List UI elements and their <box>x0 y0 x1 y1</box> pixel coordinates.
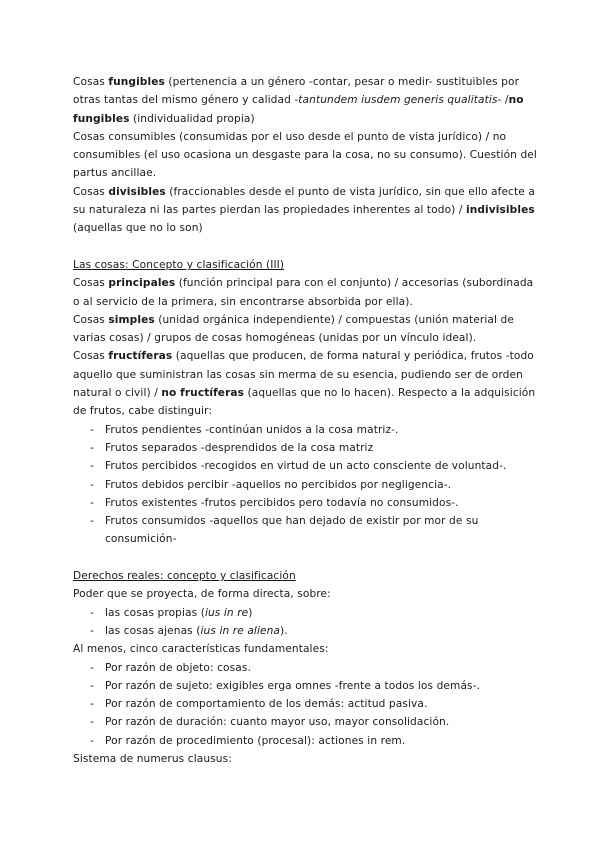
cosas-list <box>73 604 540 641</box>
list-item: - Por razón de objeto: cosas. <box>105 659 540 677</box>
list-item: - Frutos debidos percibir -aquellos no percibidos por negligencia-. <box>105 476 540 494</box>
frutos-list <box>73 421 540 549</box>
spacer <box>73 238 540 256</box>
term-no-fructiferas: no fructíferas <box>161 387 245 400</box>
list-item: - Por razón de comportamiento de los demás: actitud pasiva. <box>105 695 540 713</box>
term-divisibles: divisibles <box>108 185 166 198</box>
spacer <box>73 549 540 567</box>
term-indivisibles: indivisibles <box>466 204 535 217</box>
term-fungibles: fungibles <box>108 76 165 88</box>
list-item: - Frutos separados -desprendidos de la cosa matriz <box>105 439 540 457</box>
paragraph-poder: Poder que se proyecta, de forma directa, sobre: <box>73 588 331 601</box>
term-fructiferas: fructíferas <box>108 350 173 363</box>
list-item: - las cosas propias (ius in re) <box>105 604 540 622</box>
section-heading-derechos-reales: Derechos reales: concepto y clasificación <box>73 570 296 583</box>
term-principales: principales <box>108 277 176 290</box>
paragraph-sistema: Sistema de numerus clausus: <box>73 752 232 765</box>
list-item: - Por razón de procedimiento (procesal): actiones in rem. <box>105 732 540 750</box>
paragraph-divisibles: Cosas divisibles (fraccionables desde el punto de vista jurídico, sin que ello afecte a su naturaleza ni las partes pierdan las propiedades inherentes al todo) / indivisibles (aquellas que no lo son) <box>73 185 535 235</box>
paragraph-caracteristicas: Al menos, cinco características fundamentales: <box>73 643 329 656</box>
list-item: - Por razón de duración: cuanto mayor uso, mayor consolidación. <box>105 713 540 731</box>
section-heading-cosas: Las cosas: Concepto y clasificación (III) <box>73 258 285 271</box>
latin-phrase: tantundem iusdem generis qualitatis- <box>298 94 502 107</box>
latin-phrase: ius in re <box>204 606 249 619</box>
list-item: - Frutos percibidos -recogidos en virtud de un acto consciente de voluntad-. <box>105 457 540 475</box>
caracteristicas-list <box>73 659 540 750</box>
paragraph-fungibles: Cosas fungibles (pertenencia a un género -contar, pesar o medir- sustituibles por otras tantas del mismo género y calidad -tantundem iusdem generis qualitatis- /no fungibles (individualidad propia) <box>73 76 524 125</box>
list-item: - las cosas ajenas (ius in re aliena). <box>105 622 540 640</box>
paragraph-fructiferas: Cosas fructíferas (aquellas que producen, de forma natural y periódica, frutos -todo aquello que suministran las cosas sin merma de su esencia, pudiendo ser de orden natural o civil) / no fructíferas (aquellas que no lo hacen). Respecto a la adquisición de frutos, cabe distinguir: <box>73 350 536 418</box>
list-item: - Por razón de sujeto: exigibles erga omnes -frente a todos los demás-. <box>105 677 540 695</box>
list-item: - Frutos consumidos -aquellos que han dejado de existir por mor de su consumición- <box>105 512 540 549</box>
list-item: - Frutos pendientes -continúan unidos a la cosa matriz-. <box>105 421 540 439</box>
term-no-fungibles: no fungibles <box>73 94 524 125</box>
paragraph-simples: Cosas simples (unidad orgánica independiente) / compuestas (unión material de varias cosas) / grupos de cosas homogéneas (unidas por un vínculo ideal). <box>73 313 514 345</box>
latin-phrase: ius in re aliena <box>200 624 281 637</box>
paragraph-principales: Cosas principales (función principal para con el conjunto) / accesorias (subordinada o al servicio de la primera, sin encontrarse absorbida por ella). <box>73 277 534 308</box>
term-simples: simples <box>108 313 155 326</box>
paragraph-consumibles: Cosas consumibles (consumidas por el uso desde el punto de vista jurídico) / no consumibles (el uso ocasiona un desgaste para la cosa, no su consumo). Cuestión del partus ancillae. <box>73 130 537 180</box>
list-item: - Frutos existentes -frutos percibidos pero todavía no consumidos-. <box>105 494 540 512</box>
